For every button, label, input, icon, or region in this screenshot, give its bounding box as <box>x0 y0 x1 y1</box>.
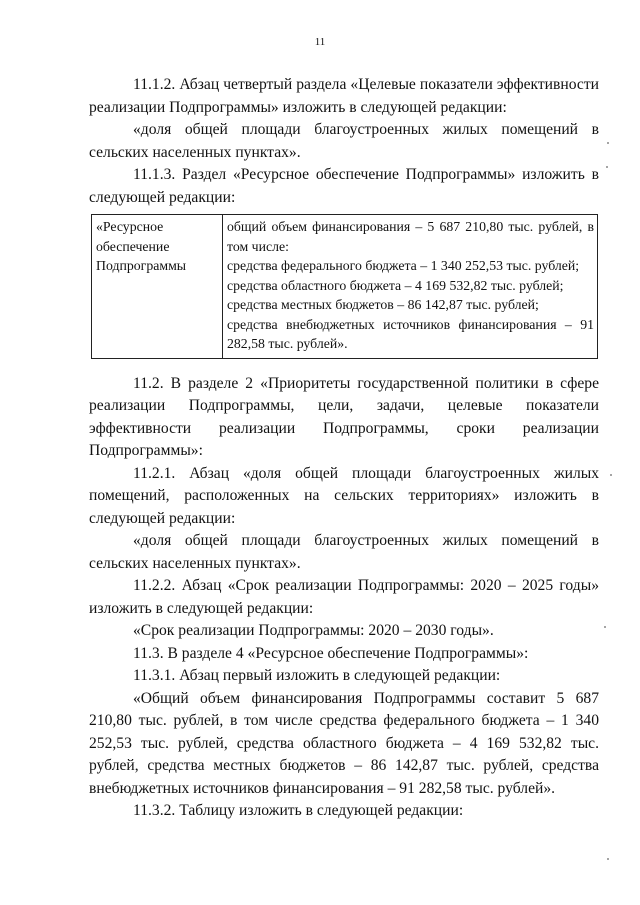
paragraph-11-2-1: 11.2.1. Абзац «доля общей площади благоустроенных жилых помещений, расположенных на сельских территориях» изложить в следующей редакции: <box>89 464 599 527</box>
table-line-local: средства местных бюджетов – 86 142,87 тыс. рублей; <box>227 297 539 312</box>
paragraph-11-3-1: 11.3.1. Абзац первый изложить в следующей редакции: <box>133 667 501 684</box>
paragraph-quote-share-area: «доля общей площади благоустроенных жилых помещений в сельских населенных пунктах». <box>89 121 599 161</box>
document-body <box>89 74 599 823</box>
paragraph-11-2: 11.2. В разделе 2 «Приоритеты государственной политики в сфере реализации Подпрограммы, цели, задачи, целевые показатели эффективности реализации Подпрограммы, сроки реализации Подпрограммы»: <box>89 374 599 459</box>
table-line-federal: средства федерального бюджета – 1 340 252,53 тыс. рублей; <box>227 258 580 273</box>
paragraph-11-1-2: 11.1.2. Абзац четвертый раздела «Целевые показатели эффективности реализации Подпрограммы» изложить в следующей редакции: <box>89 76 599 116</box>
table-cell-values <box>223 215 598 359</box>
table-cell-label: «Ресурсное обеспечение Подпрограммы <box>92 215 223 359</box>
page-number: 11 <box>314 36 326 48</box>
paragraph-11-1-3: 11.1.3. Раздел «Ресурсное обеспечение Подпрограммы» изложить в следующей редакции: <box>89 166 599 206</box>
scan-speck <box>607 858 609 860</box>
paragraph-quote-term: «Срок реализации Подпрограммы: 2020 – 2030 годы». <box>133 622 494 639</box>
table-row <box>92 215 598 359</box>
table-line-extrabudgetary: средства внебюджетных источников финансирования – 91 282,58 тыс. рублей». <box>227 316 594 351</box>
scan-speck <box>604 626 606 628</box>
table-line-regional: средства областного бюджета – 4 169 532,82 тыс. рублей; <box>227 277 564 293</box>
resource-table <box>91 214 598 359</box>
paragraph-quote-total-financing: «Общий объем финансирования Подпрограммы составит 5 687 210,80 тыс. рублей, в том числе средства федерального бюджета – 1 340 252,53 тыс. рублей, средства областного бюджета – 4 169 532,82 тыс. рублей, средства местных бюджетов – 86 142,87 тыс. рублей, средства внебюджетных источников финансирования – 91 282,58 тыс. рублей». <box>89 689 599 797</box>
paragraph-11-3: 11.3. В разделе 4 «Ресурсное обеспечение Подпрограммы»: <box>133 644 529 662</box>
table-line-total: общий объем финансирования – 5 687 210,80 тыс. рублей, в том числе: <box>227 219 594 254</box>
paragraph-11-2-2: 11.2.2. Абзац «Срок реализации Подпрограммы: 2020 – 2025 годы» изложить в следующей редакции: <box>89 577 599 617</box>
scan-speck <box>606 166 608 168</box>
scan-speck <box>610 474 612 476</box>
scan-speck <box>607 142 609 144</box>
paragraph-quote-share-area-2: «доля общей площади благоустроенных жилых помещений в сельских населенных пунктах». <box>89 532 599 572</box>
paragraph-11-3-2: 11.3.2. Таблицу изложить в следующей редакции: <box>133 802 464 819</box>
